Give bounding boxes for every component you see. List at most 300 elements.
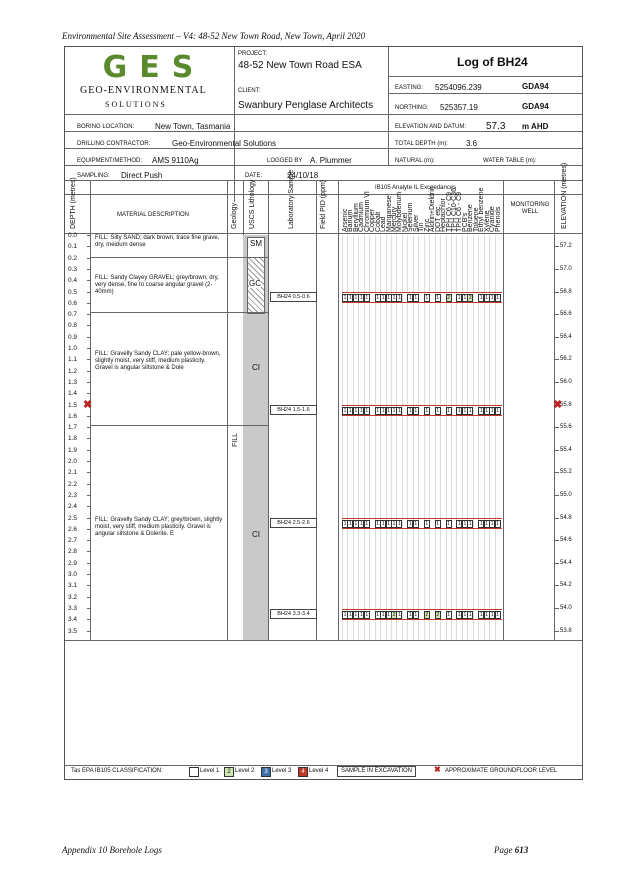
elevation-tick-label: 55.6 bbox=[560, 424, 572, 431]
analyte-header: Aldrin+Dieldrin bbox=[429, 186, 437, 232]
exceedance-cell: 1 bbox=[485, 408, 489, 415]
boring-location-value: New Town, Tasmania bbox=[155, 122, 231, 131]
analyte-header: Nickel bbox=[401, 212, 409, 232]
depth-tick-mark bbox=[87, 506, 90, 507]
analyte-header: Benzene bbox=[467, 204, 475, 232]
elevation-tick-mark bbox=[554, 292, 559, 293]
exceedance-cell: 1 bbox=[365, 408, 369, 415]
lab-sample-box: BH24 1.5-1.6 bbox=[270, 405, 317, 415]
depth-tick-label: 0.1 bbox=[68, 243, 78, 251]
depth-tick-label: 1.7 bbox=[68, 424, 78, 432]
analyte-header: Xylene bbox=[483, 210, 491, 232]
elevation-tick-mark bbox=[554, 269, 559, 270]
exceedance-cell: 2 bbox=[392, 611, 396, 618]
exceedance-cell: 1 bbox=[398, 521, 401, 528]
exceedance-cell: 2 bbox=[425, 611, 429, 618]
lab-column-header: Laboratory Sample bbox=[288, 169, 295, 229]
depth-tick-label: 1.5 bbox=[68, 401, 78, 409]
exceedance-row bbox=[342, 292, 502, 303]
elevation-tick-label: 54.2 bbox=[560, 582, 572, 589]
legend-level1-box bbox=[189, 767, 199, 777]
elevation-tick-mark bbox=[554, 631, 559, 632]
exceedance-cell: 1 bbox=[376, 611, 380, 618]
elevation-tick-label: 56.6 bbox=[560, 311, 572, 318]
groundfloor-marker-left: ✖ bbox=[83, 399, 93, 411]
material-column-header: MATERIAL DESCRIPTION bbox=[117, 212, 190, 218]
layer-3-uscs: CI bbox=[252, 363, 260, 372]
exceedance-cell: 1 bbox=[408, 408, 412, 415]
analyte-header: TPH C6 - C9 bbox=[456, 191, 464, 232]
depth-tick-label: 1.2 bbox=[68, 367, 78, 375]
northing-value: 525357.19 bbox=[440, 103, 478, 112]
depth-tick-mark bbox=[87, 484, 90, 485]
exceedance-row bbox=[342, 405, 502, 416]
depth-column-header: DEPTH (metres) bbox=[70, 177, 77, 229]
exceedance-cell: 1 bbox=[468, 408, 472, 415]
easting-datum: GDA94 bbox=[522, 82, 549, 91]
depth-tick-mark bbox=[87, 438, 90, 439]
exceedance-cell: 1 bbox=[408, 295, 412, 302]
exceedance-cell: 1 bbox=[479, 295, 483, 302]
elevation-tick-label: 53.8 bbox=[560, 627, 572, 634]
depth-tick-label: 2.3 bbox=[68, 491, 78, 499]
depth-tick-label: 0.2 bbox=[68, 254, 78, 262]
depth-tick-label: 2.8 bbox=[68, 548, 78, 556]
logged-by-label: LOGGED BY bbox=[267, 158, 303, 164]
depth-tick-label: 2.0 bbox=[68, 458, 78, 465]
exceedance-cell: 1 bbox=[414, 408, 418, 415]
depth-tick-label: 3.1 bbox=[68, 582, 78, 590]
depth-tick-label: 2.5 bbox=[68, 514, 78, 522]
exceedance-cell: 1 bbox=[447, 408, 450, 415]
elevation-tick-mark bbox=[554, 518, 559, 519]
layer-4-description: FILL: Gravelly Sandy CLAY; grey/brown, slightly moist, very stiff, medium plasticity. Gravel is angular siltstone & Dolerite. E bbox=[95, 517, 223, 537]
depth-tick-mark bbox=[87, 495, 90, 496]
exceedance-cell: 1 bbox=[365, 295, 369, 302]
exceedance-cell: 1 bbox=[381, 295, 385, 302]
exceedance-cell: 2 bbox=[436, 611, 439, 618]
exceedance-cell: 1 bbox=[359, 295, 363, 302]
depth-tick-label: 2.6 bbox=[68, 525, 78, 533]
legend-classification: Tas EPA IB105 CLASSIFICATION: bbox=[71, 768, 163, 774]
exceedance-cell: 1 bbox=[485, 521, 489, 528]
depth-tick-label: 0.7 bbox=[68, 311, 78, 319]
depth-tick-mark bbox=[87, 382, 90, 383]
exceedance-cell: 1 bbox=[343, 295, 347, 302]
exceedance-cell: 1 bbox=[359, 408, 363, 415]
legend-level2: Level 2 bbox=[235, 768, 255, 774]
depth-tick-label: 1.4 bbox=[68, 390, 78, 398]
easting-value: 5254096.239 bbox=[435, 83, 482, 92]
exceedance-cell: 1 bbox=[496, 408, 499, 415]
analyte-header: Cadmium bbox=[358, 202, 366, 232]
natural-label: NATURAL (m): bbox=[395, 158, 435, 164]
depth-tick-mark bbox=[87, 416, 90, 417]
depth-tick-mark bbox=[87, 393, 90, 394]
layer-1-uscs: SM bbox=[250, 239, 262, 248]
depth-tick-mark bbox=[87, 631, 90, 632]
depth-tick-mark bbox=[87, 292, 90, 293]
legend-level3: Level 3 bbox=[272, 768, 292, 774]
logo-line-1: GEO-ENVIRONMENTAL bbox=[80, 85, 207, 96]
equipment-value: AMS 9110Ag bbox=[152, 156, 199, 165]
layer-2-description: FILL: Sandy Clayey GRAVEL; grey/brown, dry, very dense, fine to coarse angular gravel (2-40mm) bbox=[95, 275, 219, 295]
lab-sample-box: BH24 0.5-0.6 bbox=[270, 292, 317, 302]
company-logo: GES bbox=[102, 50, 206, 85]
depth-tick-mark bbox=[87, 585, 90, 586]
elevation-column-header: ELEVATION (metres) bbox=[561, 162, 568, 229]
analyte-header: Arsenic bbox=[342, 208, 349, 232]
depth-tick-label: 1.3 bbox=[68, 378, 78, 386]
elevation-tick-label: 55.0 bbox=[560, 491, 572, 498]
exceedance-cell: 1 bbox=[479, 611, 483, 618]
analyte-header: Manganese bbox=[385, 195, 393, 232]
analyte-header: Chromium VI bbox=[363, 191, 371, 232]
lab-sample-box: BH24 2.5-2.6 bbox=[270, 518, 317, 528]
depth-tick-mark bbox=[87, 608, 90, 609]
footer-page bbox=[494, 845, 528, 855]
depth-tick-mark bbox=[87, 563, 90, 564]
analyte-header: PCB's bbox=[461, 212, 469, 232]
exceedance-cell: 1 bbox=[392, 408, 396, 415]
depth-tick-mark bbox=[87, 574, 90, 575]
footer-page-number: 613 bbox=[514, 845, 529, 855]
sampling-label: SAMPLING: bbox=[77, 173, 110, 179]
depth-tick-mark bbox=[87, 540, 90, 541]
analyte-header: Mercury bbox=[391, 206, 399, 232]
exceedance-cell: 1 bbox=[343, 521, 347, 528]
exceedance-cell: 1 bbox=[392, 521, 396, 528]
exceedance-cell: 1 bbox=[463, 611, 467, 618]
exceedance-cell: 1 bbox=[408, 521, 412, 528]
exceedance-cell: 1 bbox=[479, 408, 483, 415]
logged-by-value: A. Plummer bbox=[310, 156, 352, 165]
exceedance-cell: 1 bbox=[458, 408, 461, 415]
exceedance-cell: 1 bbox=[490, 408, 494, 415]
analyte-header: Ethyl benzene bbox=[478, 187, 486, 232]
elevation-tick-mark bbox=[554, 450, 559, 451]
exceedance-cell: 1 bbox=[485, 611, 489, 618]
analyte-header: Beryllium bbox=[352, 203, 360, 232]
analyte-header: DDT etc bbox=[434, 206, 442, 232]
depth-tick-mark bbox=[87, 235, 90, 236]
legend-sample-excavation: SAMPLE IN EXCAVATION bbox=[337, 766, 416, 777]
exceedance-cell: 1 bbox=[381, 521, 385, 528]
exceedance-cell: 1 bbox=[398, 295, 401, 302]
depth-tick-label: 0.6 bbox=[68, 299, 78, 307]
exceedance-cell: 1 bbox=[408, 611, 412, 618]
exceedance-cell: 1 bbox=[359, 611, 363, 618]
elevation-tick-label: 56.8 bbox=[560, 288, 572, 295]
depth-tick-mark bbox=[87, 551, 90, 552]
elevation-tick-mark bbox=[554, 427, 559, 428]
elevation-tick-label: 56.4 bbox=[560, 333, 572, 340]
exceedance-cell: 1 bbox=[387, 408, 390, 415]
total-depth-value: 3.6 bbox=[466, 139, 478, 148]
exceedance-cell: 1 bbox=[463, 408, 467, 415]
layer-2-uscs: GC bbox=[249, 279, 261, 288]
exceedance-cell: 1 bbox=[376, 521, 380, 528]
exceedance-cell: 1 bbox=[436, 295, 439, 302]
geology-column-header: Geology bbox=[231, 202, 238, 229]
elevation-tick-mark bbox=[554, 382, 559, 383]
depth-tick-label: 1.1 bbox=[68, 356, 78, 364]
exceedance-cell: 1 bbox=[349, 295, 352, 302]
depth-tick-label: 0.4 bbox=[68, 277, 78, 285]
elevation-tick-label: 54.0 bbox=[560, 604, 572, 611]
exceedance-cell: 1 bbox=[436, 521, 439, 528]
exceedance-cell: 1 bbox=[354, 295, 358, 302]
exceedance-cell: 1 bbox=[398, 408, 401, 415]
project-label: PROJECT: bbox=[238, 51, 268, 57]
depth-tick-mark bbox=[87, 597, 90, 598]
exceedance-cell: 1 bbox=[354, 521, 358, 528]
exceedance-cell: 1 bbox=[392, 295, 396, 302]
exceedance-cell: 1 bbox=[479, 521, 483, 528]
exceedance-cell: 1 bbox=[376, 408, 380, 415]
depth-tick-label: 1.8 bbox=[68, 435, 78, 443]
exceedance-cell: 1 bbox=[447, 521, 450, 528]
depth-tick-label: 0.9 bbox=[68, 333, 78, 341]
depth-tick-mark bbox=[87, 348, 90, 349]
depth-tick-label: 0.3 bbox=[68, 265, 78, 273]
exceedance-cell: 1 bbox=[414, 295, 418, 302]
exceedance-cell: 1 bbox=[463, 295, 467, 302]
drilling-contractor-label: DRILLING CONTRACTOR: bbox=[77, 141, 151, 147]
exceedance-cell: 1 bbox=[349, 611, 352, 618]
client-value: Swanbury Penglase Architects bbox=[238, 100, 374, 111]
depth-tick-mark bbox=[87, 246, 90, 247]
elevation-tick-label: 55.2 bbox=[560, 469, 572, 476]
exceedance-cell: 1 bbox=[343, 408, 347, 415]
exceedance-cell: 1 bbox=[365, 521, 369, 528]
depth-tick-mark bbox=[87, 461, 90, 462]
uscs-column-header: USCS Lithology bbox=[249, 179, 256, 229]
exceedance-cell: 1 bbox=[436, 408, 439, 415]
exceedance-cell: 1 bbox=[387, 521, 390, 528]
exceedance-cell: 1 bbox=[365, 611, 369, 618]
analyte-header: Toluene bbox=[472, 207, 480, 232]
exceedances-column-header: IB105 Analyte IL Exceedances bbox=[375, 185, 457, 191]
exceedance-cell: 1 bbox=[387, 611, 390, 618]
exceedance-cell: 1 bbox=[387, 295, 390, 302]
elevation-tick-mark bbox=[554, 540, 559, 541]
depth-tick-label: 3.0 bbox=[68, 571, 78, 578]
exceedance-row bbox=[342, 609, 502, 620]
depth-tick-mark bbox=[87, 359, 90, 360]
analyte-header: Silver bbox=[412, 214, 420, 232]
exceedance-cell: 1 bbox=[343, 611, 347, 618]
depth-tick-label: 0.5 bbox=[68, 288, 78, 296]
date-label: DATE: bbox=[245, 173, 263, 179]
boring-location-label: BORING LOCATION: bbox=[77, 124, 135, 130]
footer-page-label: Page bbox=[494, 845, 513, 855]
well-column-header: MONITORING WELL bbox=[510, 202, 550, 215]
exceedance-cell: 1 bbox=[425, 295, 429, 302]
depth-tick-label: 2.2 bbox=[68, 480, 78, 488]
depth-tick-label: 0.8 bbox=[68, 322, 78, 330]
northing-label: NORTHING: bbox=[395, 105, 429, 111]
depth-tick-label: 0.0 bbox=[68, 232, 78, 239]
depth-tick-mark bbox=[87, 269, 90, 270]
elevation-tick-label: 56.0 bbox=[560, 378, 572, 385]
exceedance-cell: 1 bbox=[414, 521, 418, 528]
analyte-header: Zinc bbox=[423, 218, 431, 232]
exceedance-cell: 2 bbox=[447, 295, 450, 302]
exceedance-cell: 1 bbox=[496, 521, 499, 528]
elevation-tick-mark bbox=[554, 472, 559, 473]
depth-tick-label: 2.7 bbox=[68, 537, 78, 545]
legend-level3-box: 3 bbox=[261, 767, 271, 777]
exceedance-cell: 1 bbox=[425, 408, 429, 415]
exceedance-cell: 1 bbox=[349, 408, 352, 415]
depth-tick-label: 3.3 bbox=[68, 604, 78, 612]
exceedance-cell: 1 bbox=[349, 521, 352, 528]
elevation-tick-label: 56.2 bbox=[560, 356, 572, 363]
exceedance-cell: 1 bbox=[381, 408, 385, 415]
exceedance-cell: 1 bbox=[447, 611, 450, 618]
depth-tick-label: 2.1 bbox=[68, 469, 78, 477]
groundfloor-marker-right: ✖ bbox=[553, 399, 563, 411]
drilling-contractor-value: Geo-Environmental Solutions bbox=[172, 139, 277, 148]
exceedance-cell: 1 bbox=[490, 611, 494, 618]
elevation-tick-label: 54.8 bbox=[560, 514, 572, 521]
elevation-tick-label: 55.8 bbox=[560, 401, 572, 408]
elevation-tick-label: 55.4 bbox=[560, 446, 572, 453]
geology-fill-label: FILL bbox=[232, 432, 239, 447]
exceedance-cell: 1 bbox=[354, 611, 358, 618]
depth-tick-label: 1.0 bbox=[68, 345, 78, 352]
easting-label: EASTING: bbox=[395, 85, 424, 91]
analyte-header: Tin bbox=[418, 222, 426, 232]
elevation-value: 57.3 bbox=[486, 121, 506, 132]
depth-tick-label: 2.4 bbox=[68, 503, 78, 511]
exceedance-cell: 2 bbox=[468, 295, 472, 302]
depth-tick-mark bbox=[87, 325, 90, 326]
page-header: Environmental Site Assessment – V4: 48-52 New Town Road, New Town, April 2020 bbox=[62, 31, 366, 41]
exceedance-row bbox=[342, 518, 502, 529]
northing-datum: GDA94 bbox=[522, 102, 549, 111]
exceedance-cell: 1 bbox=[463, 521, 467, 528]
depth-tick-mark bbox=[87, 472, 90, 473]
depth-tick-mark bbox=[87, 314, 90, 315]
logo-line-2: S O L U T I O N S bbox=[105, 100, 165, 109]
elevation-tick-mark bbox=[554, 314, 559, 315]
equipment-label: EQUIPMENT/METHOD: bbox=[77, 158, 143, 164]
elevation-tick-label: 57.2 bbox=[560, 243, 572, 250]
log-title: Log of BH24 bbox=[457, 55, 528, 69]
depth-tick-mark bbox=[87, 619, 90, 620]
depth-tick-label: 2.9 bbox=[68, 559, 78, 567]
water-table-label: WATER TABLE (m): bbox=[483, 158, 537, 164]
exceedance-cell: 1 bbox=[496, 611, 499, 618]
project-value: 48-52 New Town Road ESA bbox=[238, 60, 362, 71]
depth-tick-mark bbox=[87, 518, 90, 519]
analyte-header: Lead bbox=[380, 216, 388, 232]
analyte-header: TPH C6 - C9 bbox=[445, 191, 453, 232]
exceedance-cell: 1 bbox=[468, 611, 472, 618]
analyte-header: Cobalt bbox=[374, 211, 382, 232]
elevation-tick-mark bbox=[554, 495, 559, 496]
elevation-label: ELEVATION AND DATUM: bbox=[395, 124, 467, 130]
elevation-tick-mark bbox=[554, 585, 559, 586]
legend-level2-box: 2 bbox=[224, 767, 234, 777]
exceedance-cell: 1 bbox=[468, 521, 472, 528]
client-label: CLIENT: bbox=[238, 88, 261, 94]
depth-tick-mark bbox=[87, 337, 90, 338]
legend-level4-box: 4 bbox=[298, 767, 308, 777]
exceedance-cell: 1 bbox=[490, 521, 494, 528]
layer-3-description: FILL: Gravelly Sandy CLAY; pale yellow-brown, slightly moist, very stiff, medium plasticity. Gravel is angular siltstone & Dole bbox=[95, 351, 221, 371]
date-value: 24/10/18 bbox=[287, 171, 319, 180]
analyte-header: Phenols bbox=[494, 206, 502, 232]
elevation-tick-mark bbox=[554, 563, 559, 564]
footer-left: Appendix 10 Borehole Logs bbox=[62, 845, 162, 855]
exceedance-cell: 1 bbox=[485, 295, 489, 302]
analyte-header: Cyanide bbox=[489, 206, 497, 232]
elevation-tick-label: 57.0 bbox=[560, 265, 572, 272]
lab-sample-box: BH24 3.3-3.4 bbox=[270, 609, 317, 619]
exceedance-cell: 1 bbox=[414, 611, 418, 618]
elevation-tick-mark bbox=[554, 359, 559, 360]
borehole-log-sheet bbox=[64, 46, 583, 780]
exceedance-cell: 1 bbox=[496, 295, 499, 302]
analyte-header: Heptachlor bbox=[440, 198, 448, 232]
layer-1-description: FILL: Silty SAND; dark brown, trace fine grave, dry, meidum dense bbox=[95, 235, 220, 248]
depth-tick-mark bbox=[87, 529, 90, 530]
analyte-header: Molybdenum bbox=[396, 191, 404, 232]
analyte-header: Selenium bbox=[407, 202, 415, 232]
exceedance-cell: 1 bbox=[458, 295, 461, 302]
depth-tick-mark bbox=[87, 280, 90, 281]
analyte-header: Copper bbox=[369, 209, 377, 232]
depth-tick-label: 1.6 bbox=[68, 412, 78, 420]
elevation-tick-mark bbox=[554, 246, 559, 247]
elevation-unit: m AHD bbox=[522, 122, 549, 131]
elevation-tick-label: 54.6 bbox=[560, 537, 572, 544]
exceedance-cell: 1 bbox=[458, 611, 461, 618]
legend-level1: Level 1 bbox=[200, 768, 220, 774]
depth-tick-label: 1.9 bbox=[68, 446, 78, 454]
depth-tick-mark bbox=[87, 450, 90, 451]
depth-tick-label: 3.2 bbox=[68, 593, 78, 601]
exceedance-cell: 1 bbox=[359, 521, 363, 528]
depth-tick-mark bbox=[87, 427, 90, 428]
elevation-tick-mark bbox=[554, 608, 559, 609]
depth-tick-mark bbox=[87, 371, 90, 372]
legend-level4: Level 4 bbox=[309, 768, 329, 774]
exceedance-cell: 1 bbox=[425, 521, 429, 528]
depth-tick-label: 3.4 bbox=[68, 616, 78, 624]
exceedance-cell: 1 bbox=[354, 408, 358, 415]
exceedance-cell: 1 bbox=[458, 521, 461, 528]
sampling-value: Direct Push bbox=[121, 171, 163, 180]
depth-tick-label: 3.5 bbox=[68, 627, 78, 635]
exceedance-cell: 1 bbox=[398, 611, 401, 618]
exceedance-cell: 1 bbox=[490, 295, 494, 302]
depth-tick-mark bbox=[87, 303, 90, 304]
legend-groundfloor-icon: ✖ bbox=[434, 765, 441, 774]
analyte-header: TPH C10-C36 bbox=[450, 188, 458, 232]
elevation-tick-label: 54.4 bbox=[560, 559, 572, 566]
analyte-header: Barium bbox=[347, 209, 355, 232]
exceedance-cell: 1 bbox=[376, 295, 380, 302]
elevation-tick-mark bbox=[554, 337, 559, 338]
legend-groundfloor: APPROXIMATE GROUNDFLOOR LEVEL bbox=[445, 768, 558, 774]
layer-4-uscs: CI bbox=[252, 530, 260, 539]
pid-column-header: Field PID (ppm) bbox=[320, 179, 327, 229]
total-depth-label: TOTAL DEPTH (m): bbox=[395, 141, 448, 147]
